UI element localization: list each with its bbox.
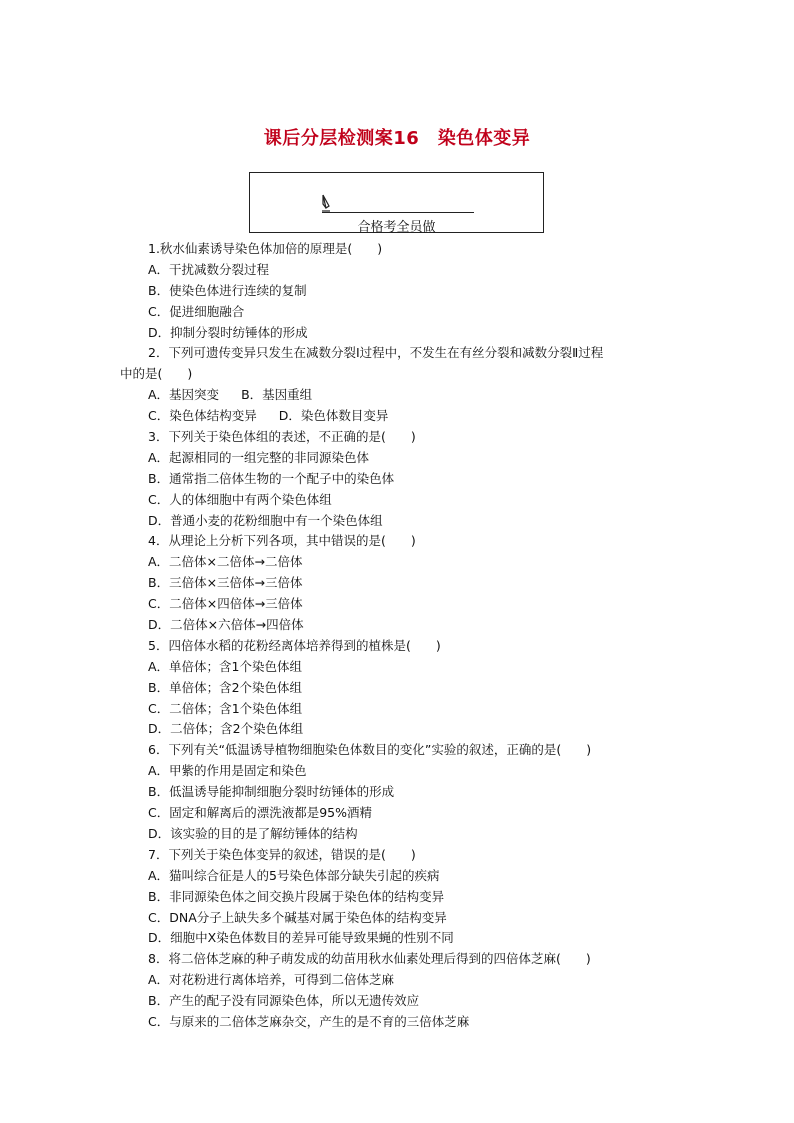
option: A．基因突变 <box>148 387 220 403</box>
option: B．基因重组 <box>241 387 313 403</box>
option: C．与原来的二倍体芝麻杂交，产生的是不育的三倍体芝麻 <box>148 1013 470 1029</box>
option-pair <box>120 406 680 427</box>
question-stem: 6．下列有关“低温诱导植物细胞染色体数目的变化”实验的叙述，正确的是( ) <box>148 742 592 758</box>
question-stem: 8．将二倍体芝麻的种子萌发成的幼苗用秋水仙素处理后得到的四倍体芝麻( ) <box>148 951 591 967</box>
option: B．使染色体进行连续的复制 <box>148 282 307 298</box>
question-stem: 5．四倍体水稻的花粉经离体培养得到的植株是( ) <box>148 637 441 653</box>
option: D．染色体数目变异 <box>278 408 389 424</box>
question-stem: 7．下列关于染色体变异的叙述，错误的是( ) <box>148 846 416 862</box>
badge-rule <box>322 212 474 213</box>
option: A．二倍体×二倍体→二倍体 <box>148 554 303 570</box>
option: C．染色体结构变异 <box>148 408 257 424</box>
option: D．该实验的目的是了解纺锤体的结构 <box>148 825 358 841</box>
option: A．猫叫综合征是人的5号染色体部分缺失引起的疾病 <box>148 867 440 883</box>
option: C．二倍体×四倍体→三倍体 <box>148 596 303 612</box>
option: C．二倍体；含1个染色体组 <box>148 700 303 716</box>
option: D．普通小麦的花粉细胞中有一个染色体组 <box>148 512 383 528</box>
option: D．抑制分裂时纺锤体的形成 <box>148 324 308 340</box>
option: C．人的体细胞中有两个染色体组 <box>148 491 332 507</box>
option: D．二倍体×六倍体→四倍体 <box>148 617 304 633</box>
option: A．起源相同的一组完整的非同源染色体 <box>148 449 370 465</box>
option: C．促进细胞融合 <box>148 303 245 319</box>
page-title: 课后分层检测案16 染色体变异 <box>263 128 531 149</box>
question-stem: 2．下列可遗传变异只发生在减数分裂Ⅰ过程中，不发生在有丝分裂和减数分裂Ⅱ过程 <box>148 345 604 361</box>
option: A．对花粉进行离体培养，可得到二倍体芝麻 <box>148 972 395 988</box>
option: C．固定和解离后的漂洗液都是95%酒精 <box>148 805 373 821</box>
question-stem: 1.秋水仙素诱导染色体加倍的原理是( ) <box>148 241 383 256</box>
badge-caption: 合格考全员做 <box>357 220 436 235</box>
option: B．单倍体；含2个染色体组 <box>148 679 303 695</box>
option: A．甲紫的作用是固定和染色 <box>148 763 307 779</box>
option: B．三倍体×三倍体→三倍体 <box>148 575 303 591</box>
option: C．DNA分子上缺失多个碱基对属于染色体的结构变异 <box>148 909 447 925</box>
audience-badge <box>249 172 544 233</box>
question-stem: 4．从理论上分析下列各项，其中错误的是( ) <box>148 533 416 549</box>
option-pair <box>120 385 680 406</box>
option: D．二倍体；含2个染色体组 <box>148 721 304 737</box>
option: B．低温诱导能抑制细胞分裂时纺锤体的形成 <box>148 784 395 800</box>
question-list <box>120 239 680 1033</box>
question-stem: 3．下列关于染色体组的表述，不正确的是( ) <box>148 429 416 445</box>
option: B．非同源染色体之间交换片段属于染色体的结构变异 <box>148 888 445 904</box>
option: B．产生的配子没有同源染色体，所以无遗传效应 <box>148 993 420 1009</box>
question-stem-continuation: 中的是( ) <box>120 366 193 382</box>
pen-icon <box>320 193 336 213</box>
option: B．通常指二倍体生物的一个配子中的染色体 <box>148 470 395 486</box>
option: A．单倍体；含1个染色体组 <box>148 658 303 674</box>
option: D．细胞中X染色体数目的差异可能导致果蝇的性别不同 <box>148 930 454 946</box>
option: A．干扰减数分裂过程 <box>148 261 270 277</box>
